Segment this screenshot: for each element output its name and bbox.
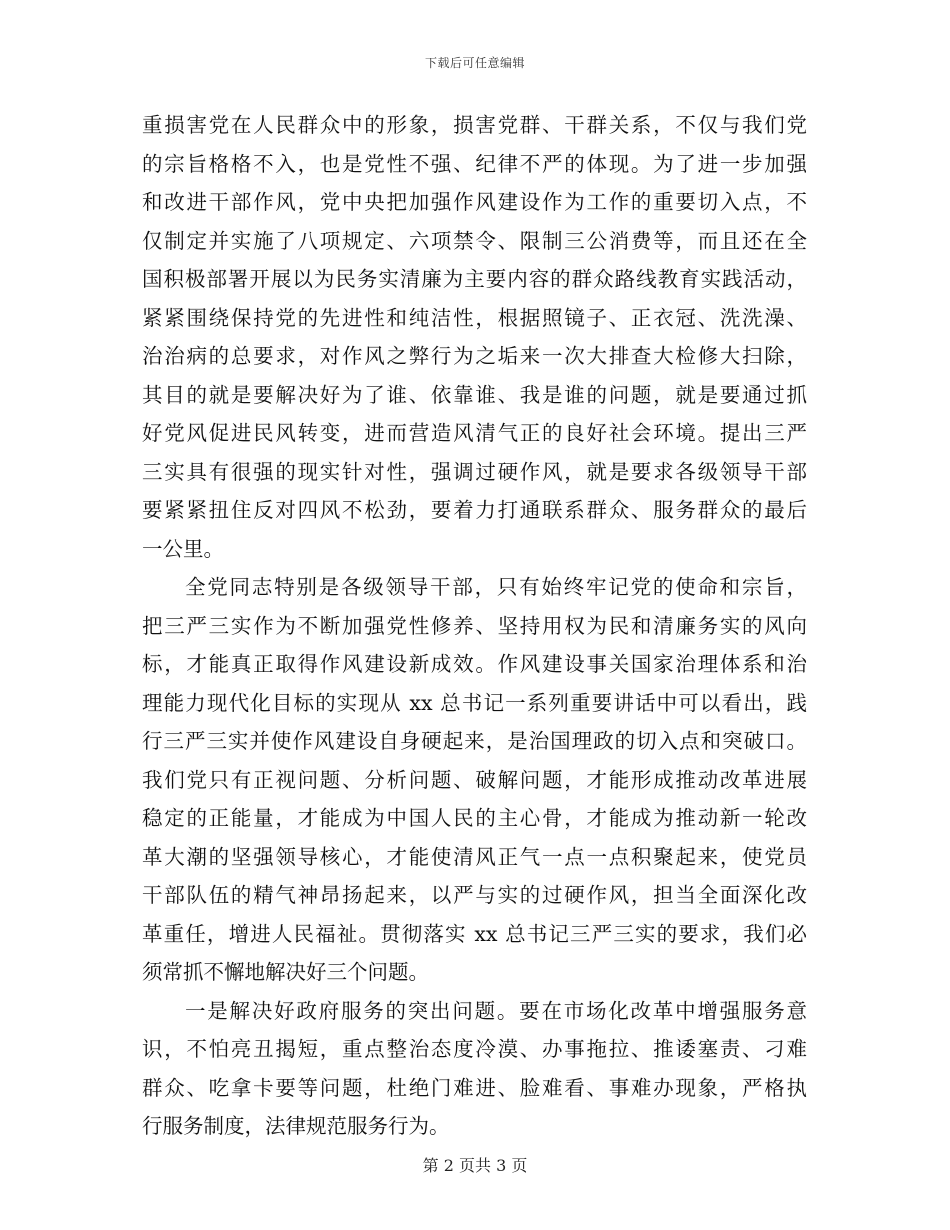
text-line: 干部队伍的精气神昂扬起来，以严与实的过硬作风，担当全面深化改 (142, 883, 807, 907)
page-header-note: 下载后可任意编辑 (424, 56, 525, 70)
text-line: 群众、吃拿卡要等问题，杜绝门难进、脸难看、事难办现象，严格执 (142, 1075, 807, 1100)
text-line: 稳定的正能量，才能成为中国人民的主心骨，才能成为推动新一轮改 (142, 806, 807, 830)
paragraph (142, 992, 807, 1146)
text-line: 理能力现代化目标的实现从 xx 总书记一系列重要讲话中可以看出，践 (142, 690, 807, 715)
text-line: 革重任，增进人民福祉。贯彻落实 xx 总书记三严三实的要求，我们必 (142, 921, 807, 946)
paragraph (142, 106, 807, 568)
text-line: 一是解决好政府服务的突出问题。要在市场化改革中增强服务意 (185, 998, 807, 1023)
text-line: 我们党只有正视问题、分析问题、破解问题，才能形成推动改革进展 (142, 767, 807, 792)
text-line: 一公里。 (142, 536, 224, 561)
text-line: 把三严三实作为不断加强党性修养、坚持用权为民和清廉务实的风向 (142, 613, 807, 638)
text-line: 全党同志特别是各级领导干部，只有始终牢记党的使命和宗旨， (185, 575, 807, 599)
text-line: 须常抓不懈地解决好三个问题。 (142, 960, 429, 984)
document-body (142, 106, 807, 1146)
text-line: 重损害党在人民群众中的形象，损害党群、干群关系，不仅与我们党 (142, 113, 807, 137)
text-line: 识，不怕亮丑揭短，重点整治态度冷漠、办事拖拉、推诿塞责、刁难 (142, 1037, 807, 1061)
text-line: 三实具有很强的现实针对性，强调过硬作风，就是要求各级领导干部 (142, 459, 807, 484)
paragraph (142, 568, 807, 992)
text-line: 的宗旨格格不入，也是党性不强、纪律不严的体现。为了进一步加强 (142, 151, 807, 176)
text-line: 仅制定并实施了八项规定、六项禁令、限制三公消费等，而且还在全 (142, 228, 807, 253)
text-line: 治治病的总要求，对作风之弊行为之垢来一次大排查大检修大扫除， (142, 344, 807, 368)
page-number: 第 2 页共 3 页 (422, 1156, 528, 1175)
text-line: 其目的就是要解决好为了谁、依靠谁、我是谁的问题，就是要通过抓 (142, 382, 807, 407)
text-line: 国积极部署开展以为民务实清廉为主要内容的群众路线教育实践活动， (142, 267, 807, 291)
text-line: 好党风促进民风转变，进而营造风清气正的良好社会环境。提出三严 (142, 421, 807, 445)
text-line: 革大潮的坚强领导核心，才能使清风正气一点一点积聚起来，使党员 (142, 844, 807, 869)
text-line: 紧紧围绕保持党的先进性和纯洁性，根据照镜子、正衣冠、洗洗澡、 (142, 305, 807, 330)
text-line: 和改进干部作风，党中央把加强作风建设作为工作的重要切入点，不 (142, 190, 807, 214)
text-line: 行三严三实并使作风建设自身硬起来，是治国理政的切入点和突破口。 (142, 729, 807, 753)
text-line: 行服务制度，法律规范服务行为。 (142, 1114, 450, 1138)
text-line: 要紧紧扭住反对四风不松劲，要着力打通联系群众、服务群众的最后 (142, 498, 807, 522)
text-line: 标，才能真正取得作风建设新成效。作风建设事关国家治理体系和治 (142, 652, 807, 676)
